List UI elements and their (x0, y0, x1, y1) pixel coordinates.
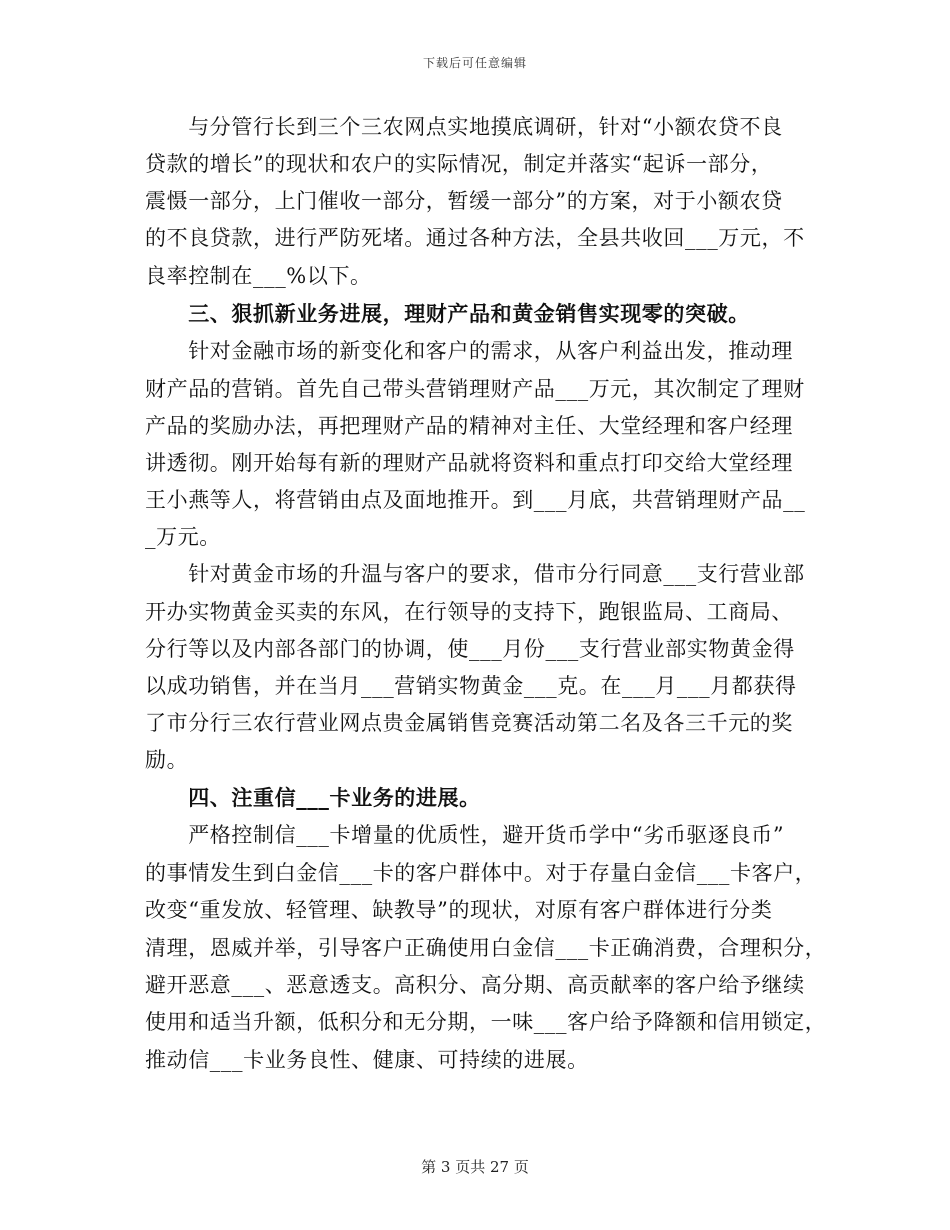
paragraph-line: 震慑一部分，上门催收一部分，暂缓一部分”的方案，对于小额农贷 (145, 189, 783, 213)
section-heading: 四、注重信___卡业务的进展。 (145, 785, 481, 810)
paragraph-line: 针对金融市场的新变化和客户的需求，从客户利益出发，推动理 (145, 339, 793, 363)
paragraph-line: 励。 (145, 748, 189, 772)
paragraph-line: 清理，恩威并举，引导客户正确使用白金信___卡正确消费，合理积分， (145, 936, 827, 960)
paragraph-line: _万元。 (145, 525, 221, 549)
paragraph-line: 的事情发生到白金信___卡的客户群体中。对于存量白金信___卡客户， (145, 861, 817, 885)
paragraph-line: 以成功销售，并在当月___营销实物黄金___克。在___月___月都获得 (145, 674, 797, 698)
paragraph-line: 针对黄金市场的升温与客户的要求，借市分行同意___支行营业部 (145, 562, 805, 586)
paragraph-line: 财产品的营销。首先自己带头营销理财产品___万元，其次制定了理财 (145, 377, 805, 401)
page-header: 下载后可任意编辑 (422, 56, 527, 70)
paragraph-line: 产品的奖励办法，再把理财产品的精神对主任、大堂经理和客户经理 (145, 414, 793, 438)
paragraph-line: 良率控制在___%以下。 (145, 264, 372, 288)
paragraph-line: 推动信___卡业务良性、健康、可持续的进展。 (145, 1048, 589, 1072)
paragraph-line: 分行等以及内部各部门的协调，使___月份___支行营业部实物黄金得 (145, 637, 795, 661)
paragraph-line: 使用和适当升额，低积分和无分期，一味___客户给予降额和信用锁定， (145, 1010, 827, 1034)
paragraph-line: 严格控制信___卡增量的优质性，避开货币学中“劣币驱逐良币” (145, 823, 785, 847)
paragraph-line: 贷款的增长”的现状和农户的实际情况，制定并落实“起诉一部分， (145, 152, 773, 176)
section-heading: 三、狠抓新业务进展，理财产品和黄金销售实现零的突破。 (145, 301, 750, 326)
paragraph-line: 开办实物黄金买卖的东风，在行领导的支持下，跑银监局、工商局、 (145, 600, 793, 624)
page-footer: 第 3 页共 27 页 (421, 1158, 529, 1176)
paragraph-line: 王小燕等人，将营销由点及面地推开。到___月底，共营销理财产品__ (145, 488, 806, 512)
paragraph-line: 了市分行三农行营业网点贵金属销售竞赛活动第二名及各三千元的奖 (145, 711, 793, 735)
paragraph-line: 改变“重发放、轻管理、缺教导”的现状，对原有客户群体进行分类 (145, 898, 773, 922)
paragraph-line: 讲透彻。刚开始每有新的理财产品就将资料和重点打印交给大堂经理 (145, 451, 793, 475)
paragraph-line: 避开恶意___、恶意透支。高积分、高分期、高贡献率的客户给予继续 (145, 973, 805, 997)
paragraph-line: 的不良贷款，进行严防死堵。通过各种方法，全县共收回___万元，不 (145, 226, 805, 250)
paragraph-line: 与分管行长到三个三农网点实地摸底调研，针对“小额农贷不良 (145, 115, 783, 139)
